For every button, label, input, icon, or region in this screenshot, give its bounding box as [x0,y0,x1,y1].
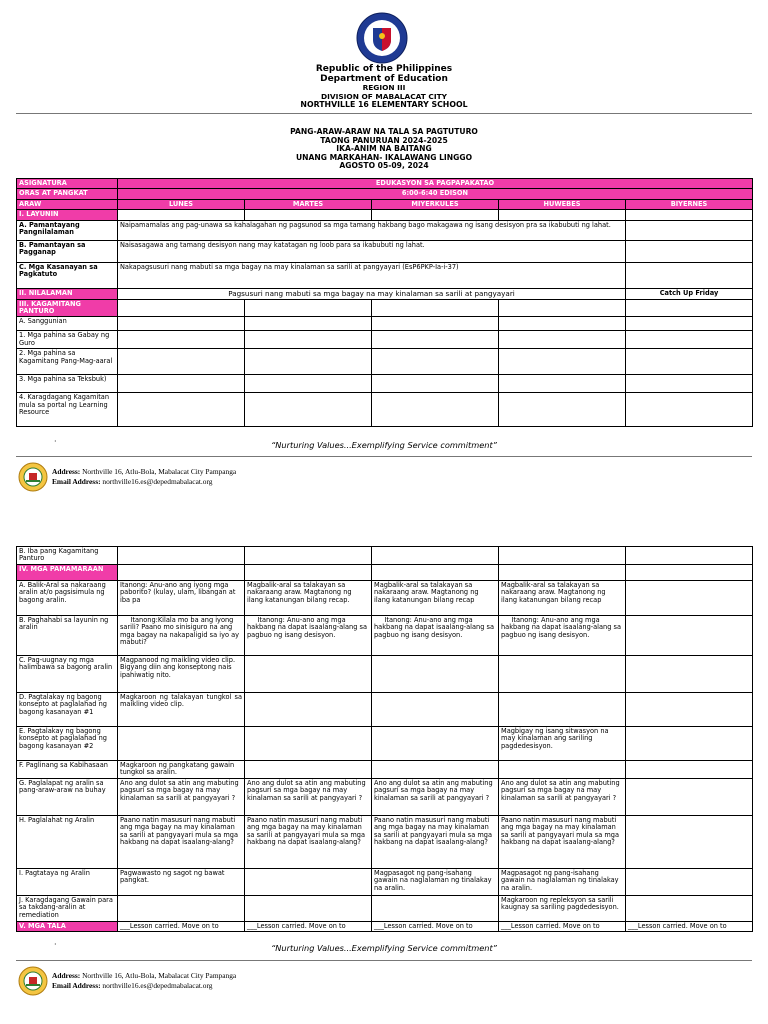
procedure-label: B. Paghahabi sa layunin ng aralin [17,616,118,656]
address-value: Northville 16, Atlu-Bola, Mabalacat City Pampanga [82,467,237,476]
cell [245,565,372,581]
procedure-cell [372,727,499,761]
cell [118,393,245,427]
procedure-label: I. Pagtataya ng Aralin [17,869,118,896]
procedure-cell: Magkaroon ng pangkatang gawain tungkol sa aralin. [118,761,245,779]
pamantayan-sa-pagganap-value: Naisasagawa ang tamang desisyon nang may katatagan ng loob para sa ikabubuti ng lahat. [118,240,626,262]
cell [118,331,245,349]
procedure-cell [499,761,626,779]
cell [372,349,499,375]
procedure-label: A. Balik-Aral sa nakaraang aralin at/o pagsisimula ng bagong aralin. [17,581,118,616]
header-divider [16,113,752,114]
procedure-cell: Magpasagot ng pang-isahang gawain na naglalaman ng tinalakay na aralin. [499,869,626,896]
cell [499,299,626,317]
procedure-cell [626,581,753,616]
cell [372,375,499,393]
footer-contact [52,971,236,990]
procedure-cell [626,727,753,761]
school-motto: “Nurturing Values...Exemplifying Service commitment” [271,440,497,450]
procedure-cell: Itanong:Kilala mo ba ang iyong sarili? Paano mo sinisiguro na ang mga bagay na nakapaligid sa iyo ay mabuti? [118,616,245,656]
cell [118,349,245,375]
address-label: Address: [52,467,81,476]
procedure-cell: Paano natin masusuri nang mabuti ang mga bagay na may kinalaman sa sarili at pangyayari mula sa mga hakbang na dapat isaalang-alang? [372,816,499,869]
day-header: LUNES [118,199,245,209]
email-label: Email Address: [52,980,101,990]
cell [372,565,499,581]
cell [118,210,245,220]
cell [499,375,626,393]
cell [245,299,372,317]
iba-pang-kagamitan-label: B. Iba pang Kagamitang Panturo [17,547,118,565]
procedure-cell [626,616,753,656]
day-header: MIYERKULES [372,199,499,209]
day-header: HUWEBES [499,199,626,209]
day-header: MARTES [245,199,372,209]
title-line-3: IKA-ANIM NA BAITANG [336,144,432,154]
procedure-label: H. Paglalahat ng Aralin [17,816,118,869]
footer-divider [16,456,752,457]
cell [372,393,499,427]
pamantayang-pangnilalaman-label: A. Pamantayang Pangnilalaman [17,220,118,240]
cell [626,317,753,331]
cell [372,210,499,220]
cell [626,210,753,220]
tala-cell: ___Lesson carried. Move on to [499,922,626,932]
procedure-cell [118,727,245,761]
procedure-cell [626,816,753,869]
header-school: NORTHVILLE 16 ELEMENTARY SCHOOL [300,100,468,109]
procedure-cell [245,656,372,693]
procedure-cell: Ano ang dulot sa atin ang mabuting pagsuri sa mga bagay na may kinalaman sa sarili at pangyayari ? [245,779,372,816]
procedure-cell [372,896,499,922]
nilalaman-label: II. NILALAMAN [17,288,118,299]
cell [499,393,626,427]
procedure-cell [626,896,753,922]
cell [626,375,753,393]
header-division: DIVISION OF MABALACAT CITY [321,91,447,101]
cell [245,317,372,331]
deped-seal-logo [356,12,408,64]
procedure-label: C. Pag-uugnay ng mga halimbawa sa bagong aralin [17,656,118,693]
cell [372,331,499,349]
cell [626,331,753,349]
procedure-cell [118,896,245,922]
procedure-label: D. Pagtalakay ng bagong konsepto at paglalahad ng bagong kasanayan #1 [17,693,118,727]
footer-contact [52,467,236,486]
procedure-cell [372,656,499,693]
oras-value: 6:00-6:40 EDISON [118,189,753,199]
layunin-label: I. LAYUNIN [17,210,118,220]
asignatura-value: EDUKASYON SA PAGPAPAKATAO [118,179,753,189]
tala-cell: ___Lesson carried. Move on to [118,922,245,932]
title-line-2: TAONG PANURUAN 2024-2025 [320,135,448,145]
procedure-cell [245,693,372,727]
teksbuk-label: 3. Mga pahina sa Teksbuk) [17,375,118,393]
procedure-cell [372,693,499,727]
kasanayan-value: Nakapagsusuri nang mabuti sa mga bagay na may kinalaman sa sarili at pangyayari (EsP6PKP-Ia-i-37) [118,262,626,288]
procedure-cell: Magbalik-aral sa talakayan sa nakaraang araw. Magtanong ng ilang katanungan bilang recap. [245,581,372,616]
oras-label: ORAS AT PANGKAT [17,189,118,199]
karagdagang-kagamitan-label: 4. Karagdagang Kagamitan mula sa portal ng Learning Resource [17,393,118,427]
procedure-cell [245,896,372,922]
cell [626,220,753,240]
catch-up-friday: Catch Up Friday [626,288,753,299]
cell [118,317,245,331]
procedure-cell [626,779,753,816]
motto-bullet: · [54,940,57,949]
procedure-cell: Ano ang dulot sa atin ang mabuting pagsuri sa mga bagay na may kinalaman sa sarili at pangyayari ? [372,779,499,816]
cell [245,349,372,375]
procedure-label: G. Paglalapat ng aralin sa pang-araw-araw na buhay [17,779,118,816]
procedure-cell [245,727,372,761]
cell [626,349,753,375]
tala-label: V. MGA TALA [17,922,118,932]
cell [626,393,753,427]
cell [626,565,753,581]
address-value: Northville 16, Atlu-Bola, Mabalacat City Pampanga [82,971,237,980]
cell [372,299,499,317]
footer-divider [16,960,752,961]
procedure-cell [499,693,626,727]
cell [245,331,372,349]
cell [626,299,753,317]
email-value[interactable]: northville16.es@depedmabalacat.org [102,980,213,990]
procedure-cell: Paano natin masusuri nang mabuti ang mga bagay na may kinalaman sa sarili at pangyayari mula sa mga hakbang na dapat isaalang-alang? [118,816,245,869]
cell [245,375,372,393]
procedure-cell [626,693,753,727]
email-value[interactable]: northville16.es@depedmabalacat.org [102,476,213,486]
pamantayang-pangnilalaman-value: Naipamamalas ang pag-unawa sa kahalagahan ng pagsunod sa mga tamang hakbang bago makagawa ng isang desisyon pra sa ikabubuti ng lahat. [118,220,626,240]
procedure-cell: Paano natin masusuri nang mabuti ang mga bagay na may kinalaman sa sarili at pangyayari mula sa mga hakbang na dapat isaalang-alang? [245,816,372,869]
motto-bullet: · [54,437,57,446]
kagamitan-label: III. KAGAMITANG PANTURO [17,299,118,317]
procedure-cell: Itanong: Anu-ano ang iyong mga paborito? (kulay, ulam, libangan at iba pa [118,581,245,616]
procedure-cell: Ano ang dulot sa atin ang mabuting pagsuri sa mga bagay na may kinalaman sa sarili at pangyayari ? [499,779,626,816]
procedure-cell [245,869,372,896]
cell [245,547,372,565]
asignatura-label: ASIGNATURA [17,179,118,189]
tala-cell: ___Lesson carried. Move on to [245,922,372,932]
cell [118,375,245,393]
procedure-cell: Magkaroon ng repleksyon sa sarili kaugnay sa sariling pagdedesisyon. [499,896,626,922]
procedure-cell: Magbalik-aral sa talakayan sa nakaraang araw. Magtanong ng ilang katanungan bilang recap [499,581,626,616]
title-line-1: PANG-ARAW-ARAW NA TALA SA PAGTUTURO [290,127,478,136]
email-label: Email Address: [52,476,101,486]
title-line-5: AGOSTO 05-09, 2024 [339,161,429,171]
school-logo [18,966,48,996]
header-region: REGION III [362,83,406,92]
procedure-label: J. Karagdagang Gawain para sa takdang-aralin at remediation [17,896,118,922]
kagamitan-mag-aaral-label: 2. Mga pahina sa Kagamitang Pang-Mag-aaral [17,349,118,375]
address-label: Address: [52,971,81,980]
school-header [0,64,768,110]
procedure-cell: Itanong: Anu-ano ang mga hakbang na dapat isaalang-alang sa pagbuo ng isang desisyon. [372,616,499,656]
cell [245,393,372,427]
procedure-label: F. Paglinang sa Kabihasaan [17,761,118,779]
header-republic: Republic of the Philippines [315,64,453,74]
procedure-cell [245,761,372,779]
tala-cell: ___Lesson carried. Move on to [626,922,753,932]
cell [372,317,499,331]
araw-label: ARAW [17,199,118,209]
procedure-cell [372,761,499,779]
cell [499,331,626,349]
tala-cell: ___Lesson carried. Move on to [372,922,499,932]
procedure-cell: Magpasagot ng pang-isahang gawain na naglalaman ng tinalakay na aralin. [372,869,499,896]
procedure-cell: Paano natin masusuri nang mabuti ang mga bagay na may kinalaman sa sarili at pangyayari mula sa mga hakbang na dapat isaalang-alang? [499,816,626,869]
procedure-cell: Magbalik-aral sa talakayan sa nakaraang araw. Magtanong ng ilang katanungan bilang recap [372,581,499,616]
cell [499,317,626,331]
cell [372,547,499,565]
cell [245,210,372,220]
procedure-cell: Itanong: Anu-ano ang mga hakbang na dapat isaalang-alang sa pagbuo ng isang desisyon. [245,616,372,656]
day-header: BIYERNES [626,199,753,209]
nilalaman-value: Pagsusuri nang mabuti sa mga bagay na may kinalaman sa sarili at pangyayari [118,288,626,299]
lesson-log-table-1 [16,178,753,427]
procedure-cell: Magbigay ng isang sitwasyon na may kinalaman ang sariling pagdedesisyon. [499,727,626,761]
sanggunian-label: A. Sanggunian [17,317,118,331]
school-motto: “Nurturing Values...Exemplifying Service commitment” [271,943,497,953]
school-logo [18,462,48,492]
header-deped: Department of Education [320,74,448,84]
cell [499,349,626,375]
cell [118,299,245,317]
procedure-cell: Magpanood ng maikling video clip. Bigyang diin ang konseptong nais ipahiwatig nito. [118,656,245,693]
pamantayan-sa-pagganap-label: B. Pamantayan sa Pagganap [17,240,118,262]
cell [626,262,753,288]
procedure-cell [626,761,753,779]
document-title [0,128,768,171]
pamamaraan-label: IV. MGA PAMAMARAAN [17,565,118,581]
cell [118,565,245,581]
procedure-cell [626,869,753,896]
cell [626,240,753,262]
procedure-cell: Pagwawasto ng sagot ng bawat pangkat. [118,869,245,896]
lesson-log-table-2 [16,546,753,932]
title-line-4: UNANG MARKAHAN- IKALAWANG LINGGO [295,152,473,162]
cell [499,210,626,220]
cell [499,565,626,581]
procedure-cell: Itanong: Anu-ano ang mga hakbang na dapat isaalang-alang sa pagbuo ng isang desisyon. [499,616,626,656]
cell [118,547,245,565]
procedure-cell: Ano ang dulot sa atin ang mabuting pagsuri sa mga bagay na may kinalaman sa sarili at pangyayari ? [118,779,245,816]
procedure-label: E. Pagtalakay ng bagong konsepto at paglalahad ng bagong kasanayan #2 [17,727,118,761]
procedure-cell [626,656,753,693]
gabay-label: 1. Mga pahina sa Gabay ng Guro [17,331,118,349]
procedure-cell: Magkaroon ng talakayan tungkol sa maikling video clip. [118,693,245,727]
procedure-cell [499,656,626,693]
cell [626,547,753,565]
cell [499,547,626,565]
kasanayan-label: C. Mga Kasanayan sa Pagkatuto [17,262,118,288]
